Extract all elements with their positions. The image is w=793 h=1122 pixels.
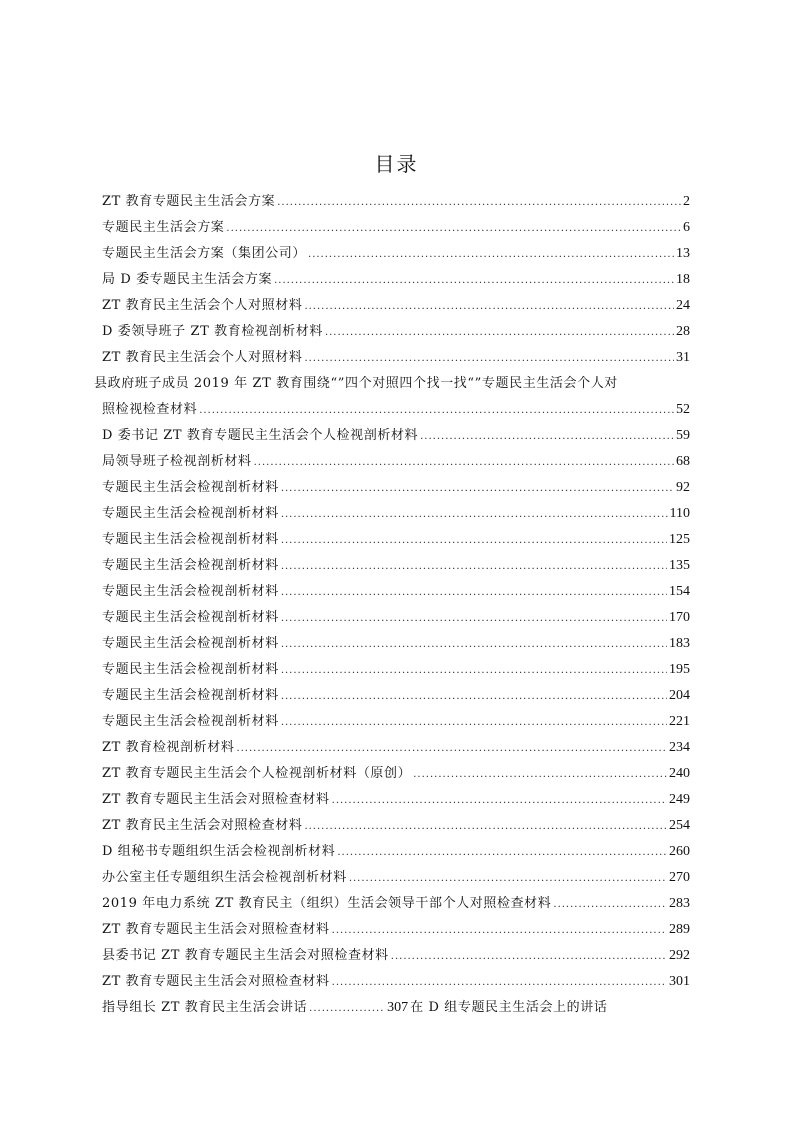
dot-leader xyxy=(281,606,667,632)
toc-entry-page: 195 xyxy=(669,662,690,677)
toc-entry-label: 办公室主任专题组织生活会检视剖析材料 xyxy=(102,870,347,885)
toc-entry-label: 县委书记 ZT 教育专题民主生活会对照检查材料 xyxy=(102,948,389,963)
toc-entry-page: 28 xyxy=(676,324,690,339)
toc-entry-label: D 组秘书专题组织生活会检视剖析材料 xyxy=(102,844,336,859)
toc-entry[interactable] xyxy=(102,189,690,215)
toc-entry-page: 52 xyxy=(676,402,690,417)
dot-leader xyxy=(236,736,667,762)
toc-entry-page: 154 xyxy=(669,584,690,599)
toc-entry-label: ZT 教育专题民主生活会个人检视剖析材料（原创） xyxy=(102,766,412,781)
toc-entry[interactable] xyxy=(102,501,690,527)
toc-entry-page: 249 xyxy=(669,792,690,807)
toc-title: 目录 xyxy=(374,152,419,176)
toc-entry[interactable] xyxy=(102,657,690,683)
dot-leader xyxy=(281,580,667,606)
dot-leader xyxy=(226,216,681,242)
dot-leader xyxy=(304,294,674,320)
toc-entry[interactable] xyxy=(102,475,690,501)
toc-entry[interactable] xyxy=(102,579,690,605)
toc-entry-page: 18 xyxy=(676,272,690,287)
toc-entry-label: 专题民主生活会检视剖析材料 xyxy=(102,714,279,729)
toc-entry-label: 县政府班子成员 2019 年 ZT 教育围绕“”四个对照四个找一找“”专题民主生活会个人对 xyxy=(94,376,618,391)
dot-leader xyxy=(281,710,667,736)
dot-leader xyxy=(281,658,667,684)
toc-entry-label: 专题民主生活会检视剖析材料 xyxy=(102,480,279,495)
toc-entry[interactable] xyxy=(102,215,690,241)
toc-entry-page: 110 xyxy=(669,506,690,521)
toc-entry[interactable] xyxy=(102,839,690,865)
toc-entry-page: 183 xyxy=(669,636,690,651)
toc-entry-label: 专题民主生活会检视剖析材料 xyxy=(102,636,279,651)
dot-leader xyxy=(281,554,667,580)
toc-entry-label: 局 D 委专题民主生活会方案 xyxy=(102,272,273,287)
toc-entry-page: 289 xyxy=(669,922,690,937)
dot-leader xyxy=(332,788,667,814)
toc-entry-page: 135 xyxy=(669,558,690,573)
toc-entry-label: D 委领导班子 ZT 教育检视剖析材料 xyxy=(102,324,323,339)
dot-leader xyxy=(254,450,674,476)
dot-leader xyxy=(332,970,667,996)
toc-entry[interactable] xyxy=(102,709,690,735)
dot-leader xyxy=(308,242,674,268)
toc-entry-label: 专题民主生活会检视剖析材料 xyxy=(102,688,279,703)
dot-leader xyxy=(304,814,667,840)
toc-entry[interactable] xyxy=(102,969,690,995)
table-of-contents xyxy=(94,189,690,1021)
toc-entry[interactable] xyxy=(102,761,690,787)
dot-leader xyxy=(304,346,674,372)
dot-leader xyxy=(281,684,667,710)
toc-entry[interactable] xyxy=(102,943,690,969)
toc-entry[interactable] xyxy=(102,345,690,371)
toc-entry-page: 292 xyxy=(669,948,690,963)
toc-entry[interactable] xyxy=(102,241,690,267)
toc-entry-label: D 委书记 ZT 教育专题民主生活会个人检视剖析材料 xyxy=(102,428,419,443)
toc-entry-label: 局领导班子检视剖析材料 xyxy=(102,454,252,469)
toc-entry-page: 6 xyxy=(683,220,690,235)
toc-entry-label: 专题民主生活会检视剖析材料 xyxy=(102,584,279,599)
toc-entry-continuation: 照检视检查材料 xyxy=(102,402,198,417)
dot-leader xyxy=(332,918,667,944)
dot-leader xyxy=(325,320,674,346)
toc-entry[interactable] xyxy=(102,397,690,423)
toc-entry-page: 260 xyxy=(669,844,690,859)
toc-entry-label: ZT 教育检视剖析材料 xyxy=(102,740,235,755)
toc-entry-page: 92 xyxy=(676,480,690,495)
toc-entry-page: 125 xyxy=(669,532,690,547)
toc-entry-label: 专题民主生活会检视剖析材料 xyxy=(102,662,279,677)
toc-entry-page: 270 xyxy=(669,870,690,885)
toc-entry-page: 24 xyxy=(676,298,690,313)
dot-leader xyxy=(420,424,674,450)
toc-entry-label: ZT 教育专题民主生活会对照检查材料 xyxy=(102,792,330,807)
toc-entry-label: ZT 教育专题民主生活会对照检查材料 xyxy=(102,974,330,989)
dot-leader xyxy=(277,190,681,216)
toc-entry-label: 2019 年电力系统 ZT 教育民主（组织）生活会领导干部个人对照检查材料 xyxy=(102,896,552,911)
toc-entry-label: ZT 教育民主生活会个人对照材料 xyxy=(102,350,303,365)
toc-entry-page: 234 xyxy=(669,740,690,755)
toc-entry-label: 专题民主生活会检视剖析材料 xyxy=(102,532,279,547)
toc-entry[interactable] xyxy=(102,683,690,709)
toc-entry-label: 专题民主生活会检视剖析材料 xyxy=(102,610,279,625)
toc-entry-page: 68 xyxy=(676,454,690,469)
toc-entry-page: 301 xyxy=(669,974,690,989)
toc-entry-label: 指导组长 ZT 教育民主生活会讲话 xyxy=(102,1000,308,1015)
dot-leader xyxy=(391,944,667,970)
toc-entry-page: 307 xyxy=(387,1000,409,1015)
toc-entry-page: 283 xyxy=(669,896,690,911)
toc-entry[interactable] xyxy=(102,553,690,579)
toc-entry[interactable] xyxy=(102,917,690,943)
dot-leader xyxy=(309,996,385,1022)
dot-leader xyxy=(413,762,667,788)
toc-entry-page: 240 xyxy=(669,766,690,781)
dot-leader xyxy=(553,892,667,918)
toc-entry[interactable] xyxy=(102,813,690,839)
toc-entry-page: 170 xyxy=(669,610,690,625)
toc-entry[interactable] xyxy=(102,267,690,293)
toc-entry[interactable] xyxy=(102,527,690,553)
toc-entry-label: 专题民主生活会检视剖析材料 xyxy=(102,506,279,521)
dot-leader xyxy=(349,866,667,892)
toc-entry-page: 204 xyxy=(669,688,690,703)
toc-entry[interactable] xyxy=(102,995,690,1021)
dot-leader xyxy=(281,502,668,528)
toc-entry-page: 31 xyxy=(676,350,690,365)
toc-entry[interactable] xyxy=(102,735,690,761)
toc-entry[interactable] xyxy=(102,319,690,345)
toc-entry[interactable] xyxy=(102,865,690,891)
dot-leader xyxy=(337,840,667,866)
toc-entry[interactable] xyxy=(102,891,690,917)
toc-entry-page: 254 xyxy=(669,818,690,833)
toc-entry-label: ZT 教育专题民主生活会对照检查材料 xyxy=(102,922,330,937)
toc-entry-page: 2 xyxy=(683,194,690,209)
toc-entry[interactable] xyxy=(102,449,690,475)
toc-entry-tail: 在 D 组专题民主生活会上的讲话 xyxy=(410,1000,608,1015)
toc-entry-label: ZT 教育民主生活会对照检查材料 xyxy=(102,818,303,833)
dot-leader xyxy=(199,398,674,424)
dot-leader xyxy=(281,528,667,554)
toc-entry-first-line[interactable] xyxy=(94,371,690,397)
toc-entry-page: 59 xyxy=(676,428,690,443)
dot-leader xyxy=(274,268,674,294)
toc-entry[interactable] xyxy=(102,631,690,657)
toc-entry-label: 专题民主生活会方案（集团公司） xyxy=(102,246,307,261)
toc-entry-page: 221 xyxy=(669,714,690,729)
toc-entry-label: 专题民主生活会方案 xyxy=(102,220,225,235)
toc-entry-label: ZT 教育专题民主生活会方案 xyxy=(102,194,276,209)
toc-entry-label: 专题民主生活会检视剖析材料 xyxy=(102,558,279,573)
toc-entry-label: ZT 教育民主生活会个人对照材料 xyxy=(102,298,303,313)
toc-entry[interactable] xyxy=(102,605,690,631)
toc-entry[interactable] xyxy=(102,787,690,813)
dot-leader xyxy=(281,632,667,658)
dot-leader xyxy=(281,476,674,502)
toc-entry-page: 13 xyxy=(676,246,690,261)
toc-entry[interactable] xyxy=(102,293,690,319)
toc-entry[interactable] xyxy=(102,423,690,449)
